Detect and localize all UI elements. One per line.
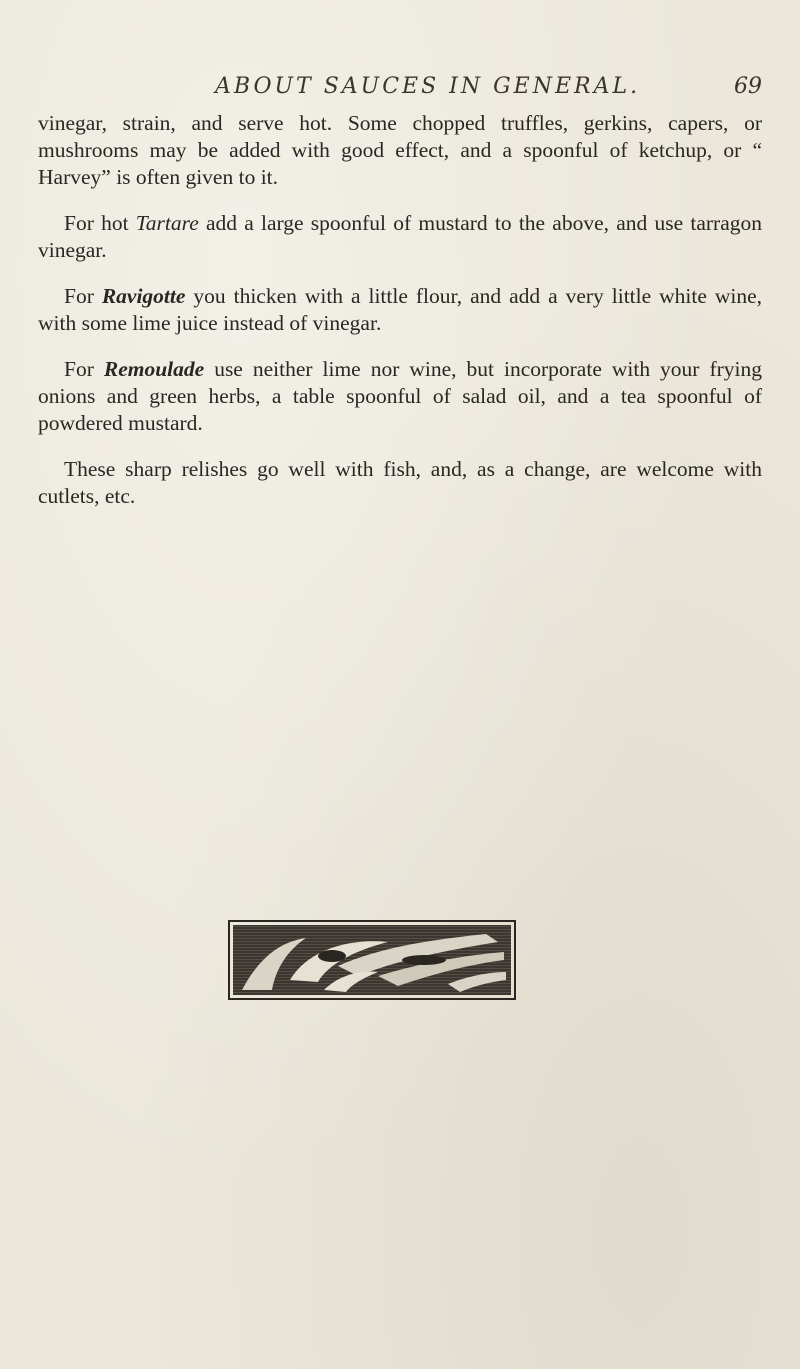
decorative-tailpiece-icon <box>228 920 516 1000</box>
running-head: ABOUT SAUCES IN GENERAL. <box>215 74 641 99</box>
paragraph-tartare-text: add a large spoonful of mustard to the above, and use tarragon vinegar. <box>38 211 763 262</box>
paragraph-ravigotte-text: you thicken with a little flour, and add a very little white wine, with some lime juice instead of vinegar. <box>38 284 762 335</box>
paragraph-tartare <box>38 210 762 264</box>
term-ravigotte: Ravigotte <box>101 284 186 308</box>
term-tartare: Tartare <box>135 211 199 235</box>
body-text <box>38 110 762 529</box>
term-remoulade: Remoulade <box>103 357 205 381</box>
paragraph-continuation: vinegar, strain, and serve hot. Some chopped truffles, gerkins, capers, or mushrooms may be added with good effect, and a spoonful of ketchup, or “ Harvey” is often given to it. <box>38 111 762 189</box>
paragraph-ravigotte <box>38 283 762 337</box>
paragraph-remoulade-lead: For <box>64 357 104 381</box>
paragraph-ravigotte-lead: For <box>64 284 102 308</box>
paragraph-relishes: These sharp relishes go well with fish, and, as a change, are welcome with cutlets, etc. <box>38 457 762 508</box>
paragraph-remoulade <box>38 356 762 437</box>
paragraph-remoulade-text: use neither lime nor wine, but incorporate with your frying onions and green herbs, a table spoonful of salad oil, and a tea spoonful of powdered mustard. <box>38 357 762 435</box>
paragraph-tartare-lead: For hot <box>64 211 136 235</box>
page-number: 69 <box>734 74 762 99</box>
